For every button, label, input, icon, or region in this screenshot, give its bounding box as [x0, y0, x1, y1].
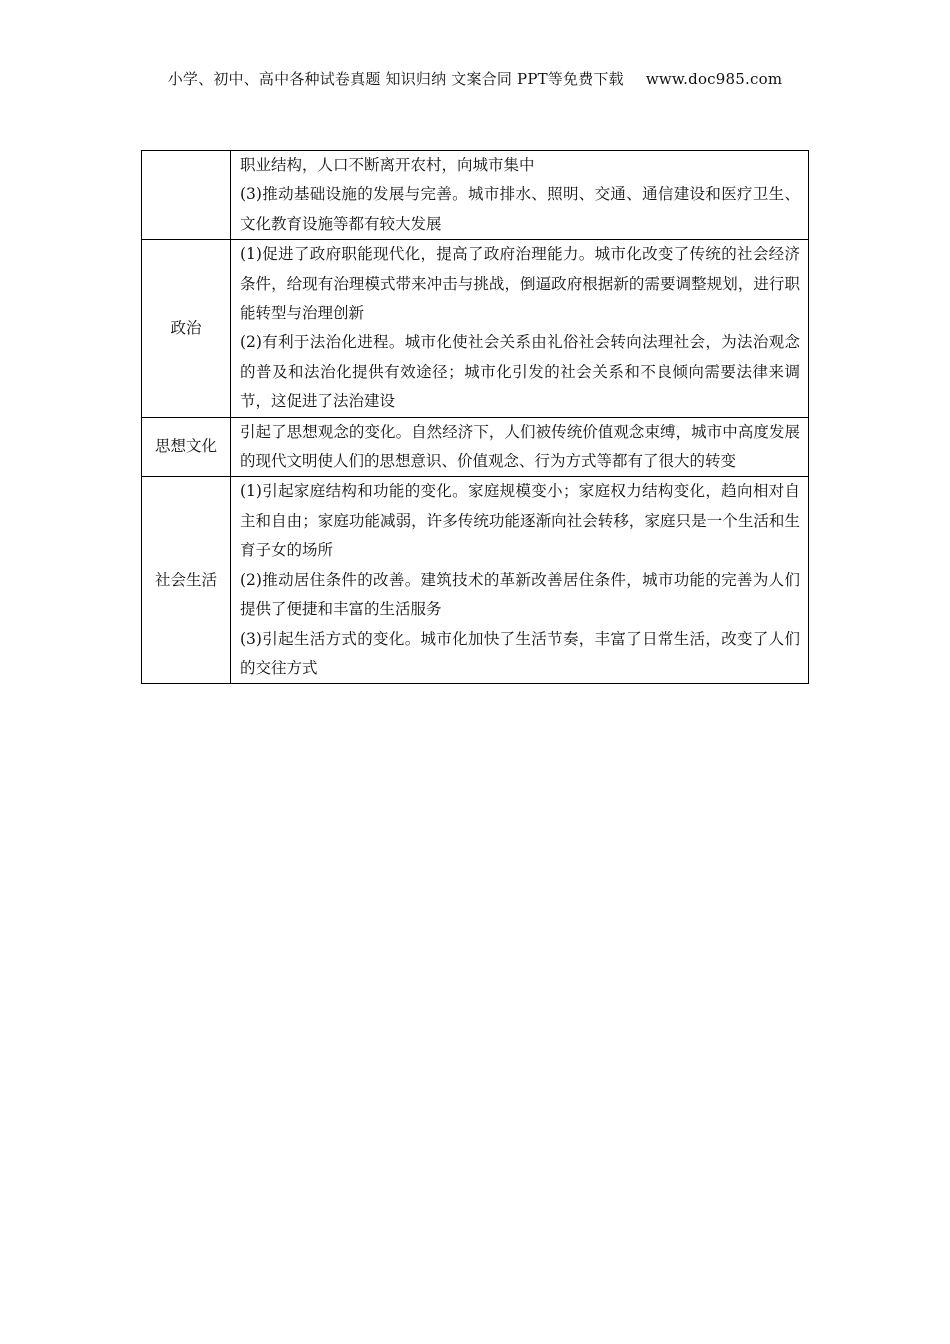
table-row — [142, 240, 809, 417]
paragraph: (1)引起家庭结构和功能的变化。家庭规模变小；家庭权力结构变化，趋向相对自主和自由；家庭功能减弱，许多传统功能逐渐向社会转移，家庭只是一个生活和生育子女的场所 — [240, 482, 800, 560]
paragraph: 引起了思想观念的变化。自然经济下，人们被传统价值观念束缚，城市中高度发展的现代文明使人们的思想意识、价值观念、行为方式等都有了很大的转变 — [240, 422, 800, 471]
row-label: 政治 — [142, 240, 231, 417]
row-label: 社会生活 — [142, 477, 231, 684]
header-url: www.doc985.com — [645, 70, 783, 88]
content-table — [141, 150, 809, 684]
paragraph: (2)有利于法治化进程。城市化使社会关系由礼俗社会转向法理社会，为法治观念的普及和法治化提供有效途径；城市化引发的社会关系和不良倾向需要法律来调节，这促进了法治建设 — [240, 333, 800, 411]
page-header — [0, 68, 950, 89]
row-content — [231, 417, 809, 477]
paragraph: (2)推动居住条件的改善。建筑技术的革新改善居住条件，城市功能的完善为人们提供了便捷和丰富的生活服务 — [240, 570, 800, 619]
paragraph: 职业结构，人口不断离开农村，向城市集中 — [240, 156, 535, 174]
paragraph: (3)引起生活方式的变化。城市化加快了生活节奏，丰富了日常生活，改变了人们的交往方式 — [240, 629, 800, 677]
table-row — [142, 151, 809, 240]
paragraph: (1)促进了政府职能现代化，提高了政府治理能力。城市化改变了传统的社会经济条件，给现有治理模式带来冲击与挑战，倒逼政府根据新的需要调整规划，进行职能转型与治理创新 — [240, 245, 800, 323]
row-content — [231, 240, 809, 417]
row-content — [231, 477, 809, 684]
header-text: 小学、初中、高中各种试卷真题 知识归纳 文案合同 PPT等免费下载 — [167, 70, 624, 88]
row-label — [142, 151, 231, 240]
row-label: 思想文化 — [142, 417, 231, 477]
table-row — [142, 477, 809, 684]
row-content — [231, 151, 809, 240]
paragraph: (3)推动基础设施的发展与完善。城市排水、照明、交通、通信建设和医疗卫生、文化教育设施等都有较大发展 — [240, 185, 800, 233]
table-row — [142, 417, 809, 477]
